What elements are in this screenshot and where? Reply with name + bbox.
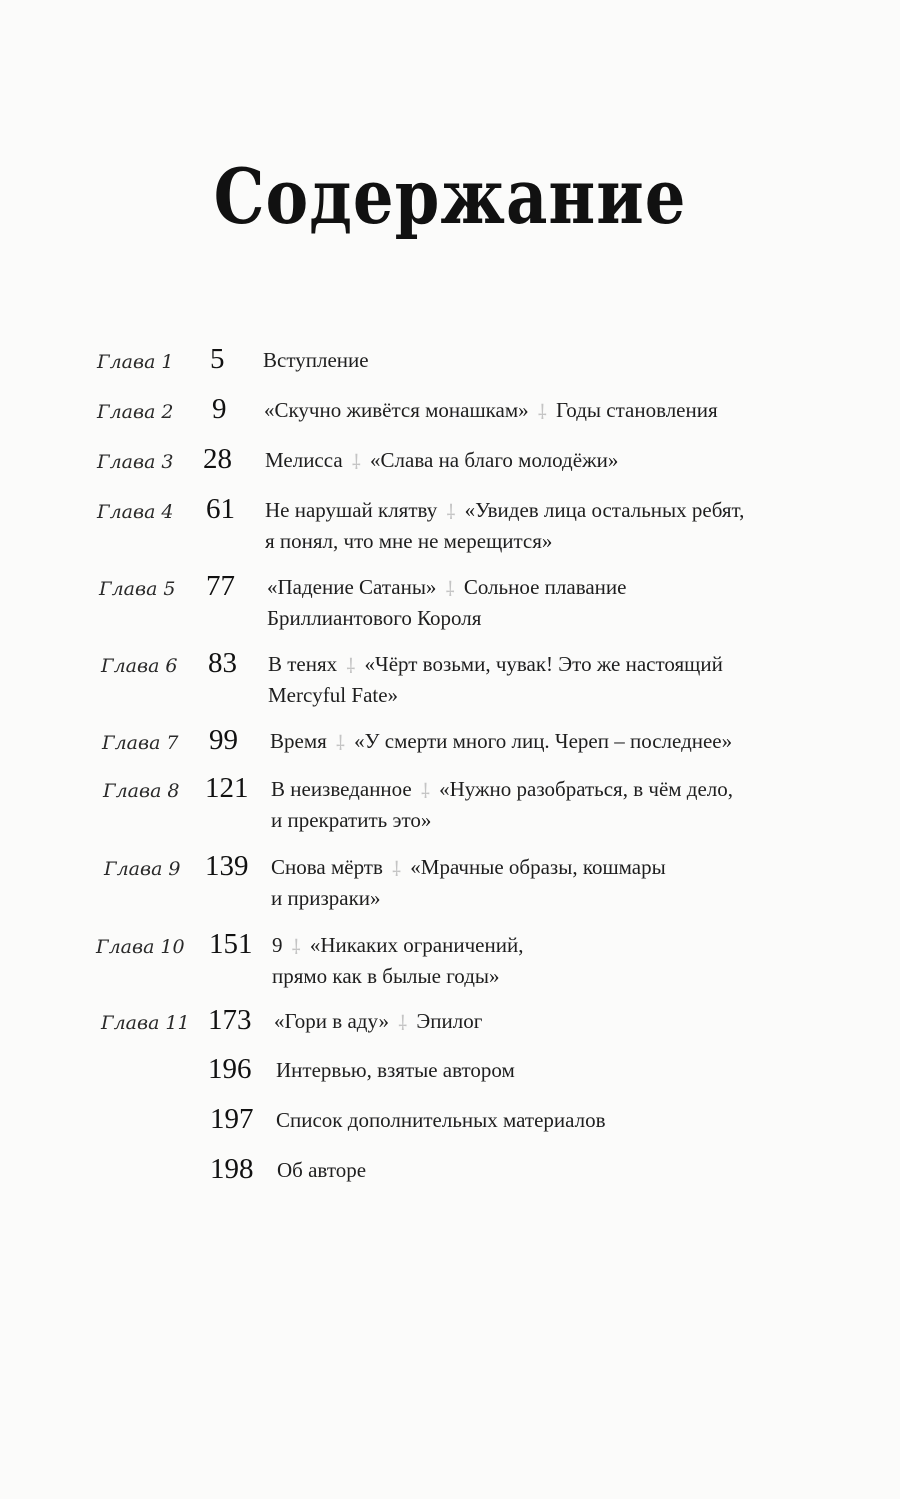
entry-title-line xyxy=(277,1155,366,1185)
entry-title-part: Об авторе xyxy=(277,1158,367,1182)
entry-title-line: и призраки» xyxy=(271,886,381,910)
entry-title-line xyxy=(268,649,723,680)
entry-title-part: «Слава на благо молодёжи» xyxy=(370,448,619,472)
page-number: 61 xyxy=(206,493,235,525)
chapter-label: Глава 5 xyxy=(99,578,176,600)
entry-title-line xyxy=(270,726,732,757)
entry-title xyxy=(274,1006,482,1037)
entry-title-part: Годы становления xyxy=(556,398,718,422)
entry-title-part: Не нарушай клятву xyxy=(265,498,438,522)
toc-entry xyxy=(0,1155,900,1225)
chapter-label: Глава 1 xyxy=(97,351,174,373)
entry-title xyxy=(265,445,618,476)
toc-entry xyxy=(0,495,900,565)
entry-title-line: прямо как в былые годы» xyxy=(272,964,500,988)
entry-title-part: Мелисса xyxy=(265,448,343,472)
entry-title-part: «Никаких ограничений, xyxy=(309,933,524,957)
entry-title-line: я понял, что мне не мерещится» xyxy=(265,529,553,553)
page-title: Содержание xyxy=(213,153,687,242)
entry-title-line xyxy=(267,572,626,603)
entry-title-part: Время xyxy=(270,729,327,753)
chapter-label: Глава 4 xyxy=(97,501,174,523)
page-number: 9 xyxy=(212,393,227,425)
cross-separator-icon: ⸸ xyxy=(445,579,455,601)
entry-title-part: «Падение Сатаны» xyxy=(267,575,437,599)
chapter-label: Глава 7 xyxy=(102,732,179,754)
entry-title xyxy=(271,774,733,835)
page-number: 197 xyxy=(210,1103,254,1135)
entry-title-part: Сольное плавание xyxy=(463,575,627,599)
entry-title-line xyxy=(276,1055,515,1085)
chapter-label: Глава 3 xyxy=(97,451,174,473)
page-number: 173 xyxy=(208,1004,252,1036)
toc-entry xyxy=(0,572,900,642)
cross-separator-icon: ⸸ xyxy=(420,781,431,803)
cross-separator-icon: ⸸ xyxy=(391,859,402,881)
chapter-label: Глава 10 xyxy=(96,936,185,958)
chapter-label: Глава 9 xyxy=(104,858,181,880)
page-number: 139 xyxy=(205,850,249,882)
page-number: 121 xyxy=(205,772,249,804)
entry-title xyxy=(268,649,723,710)
entry-title xyxy=(272,930,523,991)
entry-title-line xyxy=(271,774,733,805)
entry-title-part: «Скучно живётся монашкам» xyxy=(264,398,529,422)
page-number: 151 xyxy=(209,928,253,960)
cross-separator-icon: ⸸ xyxy=(351,452,362,474)
entry-title xyxy=(276,1105,606,1135)
toc-entry xyxy=(0,774,900,844)
cross-separator-icon: ⸸ xyxy=(446,502,456,524)
entry-title xyxy=(271,852,666,913)
entry-title xyxy=(270,726,732,757)
cross-separator-icon: ⸸ xyxy=(335,733,346,755)
page-number: 196 xyxy=(208,1053,252,1085)
entry-title-part: «Гори в аду» xyxy=(274,1009,389,1033)
entry-title-part: В неизведанное xyxy=(271,777,412,801)
chapter-label: Глава 11 xyxy=(101,1012,190,1034)
page-number: 5 xyxy=(210,343,225,375)
cross-separator-icon: ⸸ xyxy=(397,1013,408,1035)
page-number: 83 xyxy=(208,647,237,679)
entry-title-part: Интервью, взятые автором xyxy=(276,1058,515,1082)
page-number: 198 xyxy=(210,1153,254,1185)
chapter-label: Глава 2 xyxy=(97,401,174,423)
page-number: 77 xyxy=(206,570,235,602)
entry-title-part: Снова мёртв xyxy=(271,855,383,879)
cross-separator-icon: ⸸ xyxy=(537,402,548,424)
chapter-label: Глава 8 xyxy=(103,780,180,802)
entry-title-line xyxy=(272,930,523,961)
entry-title-line: Mercyful Fate» xyxy=(268,683,399,707)
entry-title-line xyxy=(265,445,618,476)
entry-title-line xyxy=(264,395,718,426)
entry-title xyxy=(267,572,626,633)
entry-title-part: «У смерти много лиц. Череп – последнее» xyxy=(354,729,733,753)
cross-separator-icon: ⸸ xyxy=(291,937,301,959)
entry-title-line: и прекратить это» xyxy=(271,808,432,832)
entry-title-part: Вступление xyxy=(263,348,369,372)
chapter-label: Глава 6 xyxy=(101,655,178,677)
cross-separator-icon: ⸸ xyxy=(346,656,356,678)
toc-entry xyxy=(0,649,900,719)
entry-title-line: Бриллиантового Короля xyxy=(267,606,482,630)
entry-title xyxy=(265,495,744,556)
entry-title-line xyxy=(276,1105,606,1135)
entry-title xyxy=(263,345,369,375)
entry-title-part: «Увидев лица остальных ребят, xyxy=(464,498,745,522)
entry-title xyxy=(277,1155,366,1185)
entry-title-part: «Нужно разобраться, в чём дело, xyxy=(439,777,734,801)
page-number: 28 xyxy=(203,443,232,475)
entry-title-part: В тенях xyxy=(268,652,338,676)
toc-entry xyxy=(0,930,900,1000)
entry-title xyxy=(264,395,718,426)
entry-title-line xyxy=(274,1006,482,1037)
page-number: 99 xyxy=(209,724,238,756)
entry-title-part: 9 xyxy=(272,933,283,957)
entry-title xyxy=(276,1055,515,1085)
entry-title-part: Эпилог xyxy=(416,1009,483,1033)
entry-title-part: Список дополнительных материалов xyxy=(276,1108,606,1132)
entry-title-line xyxy=(263,345,369,375)
toc-entry xyxy=(0,852,900,922)
entry-title-part: «Чёрт возьми, чувак! Это же настоящий xyxy=(364,652,723,676)
entry-title-part: «Мрачные образы, кошмары xyxy=(410,855,666,879)
entry-title-line xyxy=(265,495,744,526)
entry-title-line xyxy=(271,852,666,883)
